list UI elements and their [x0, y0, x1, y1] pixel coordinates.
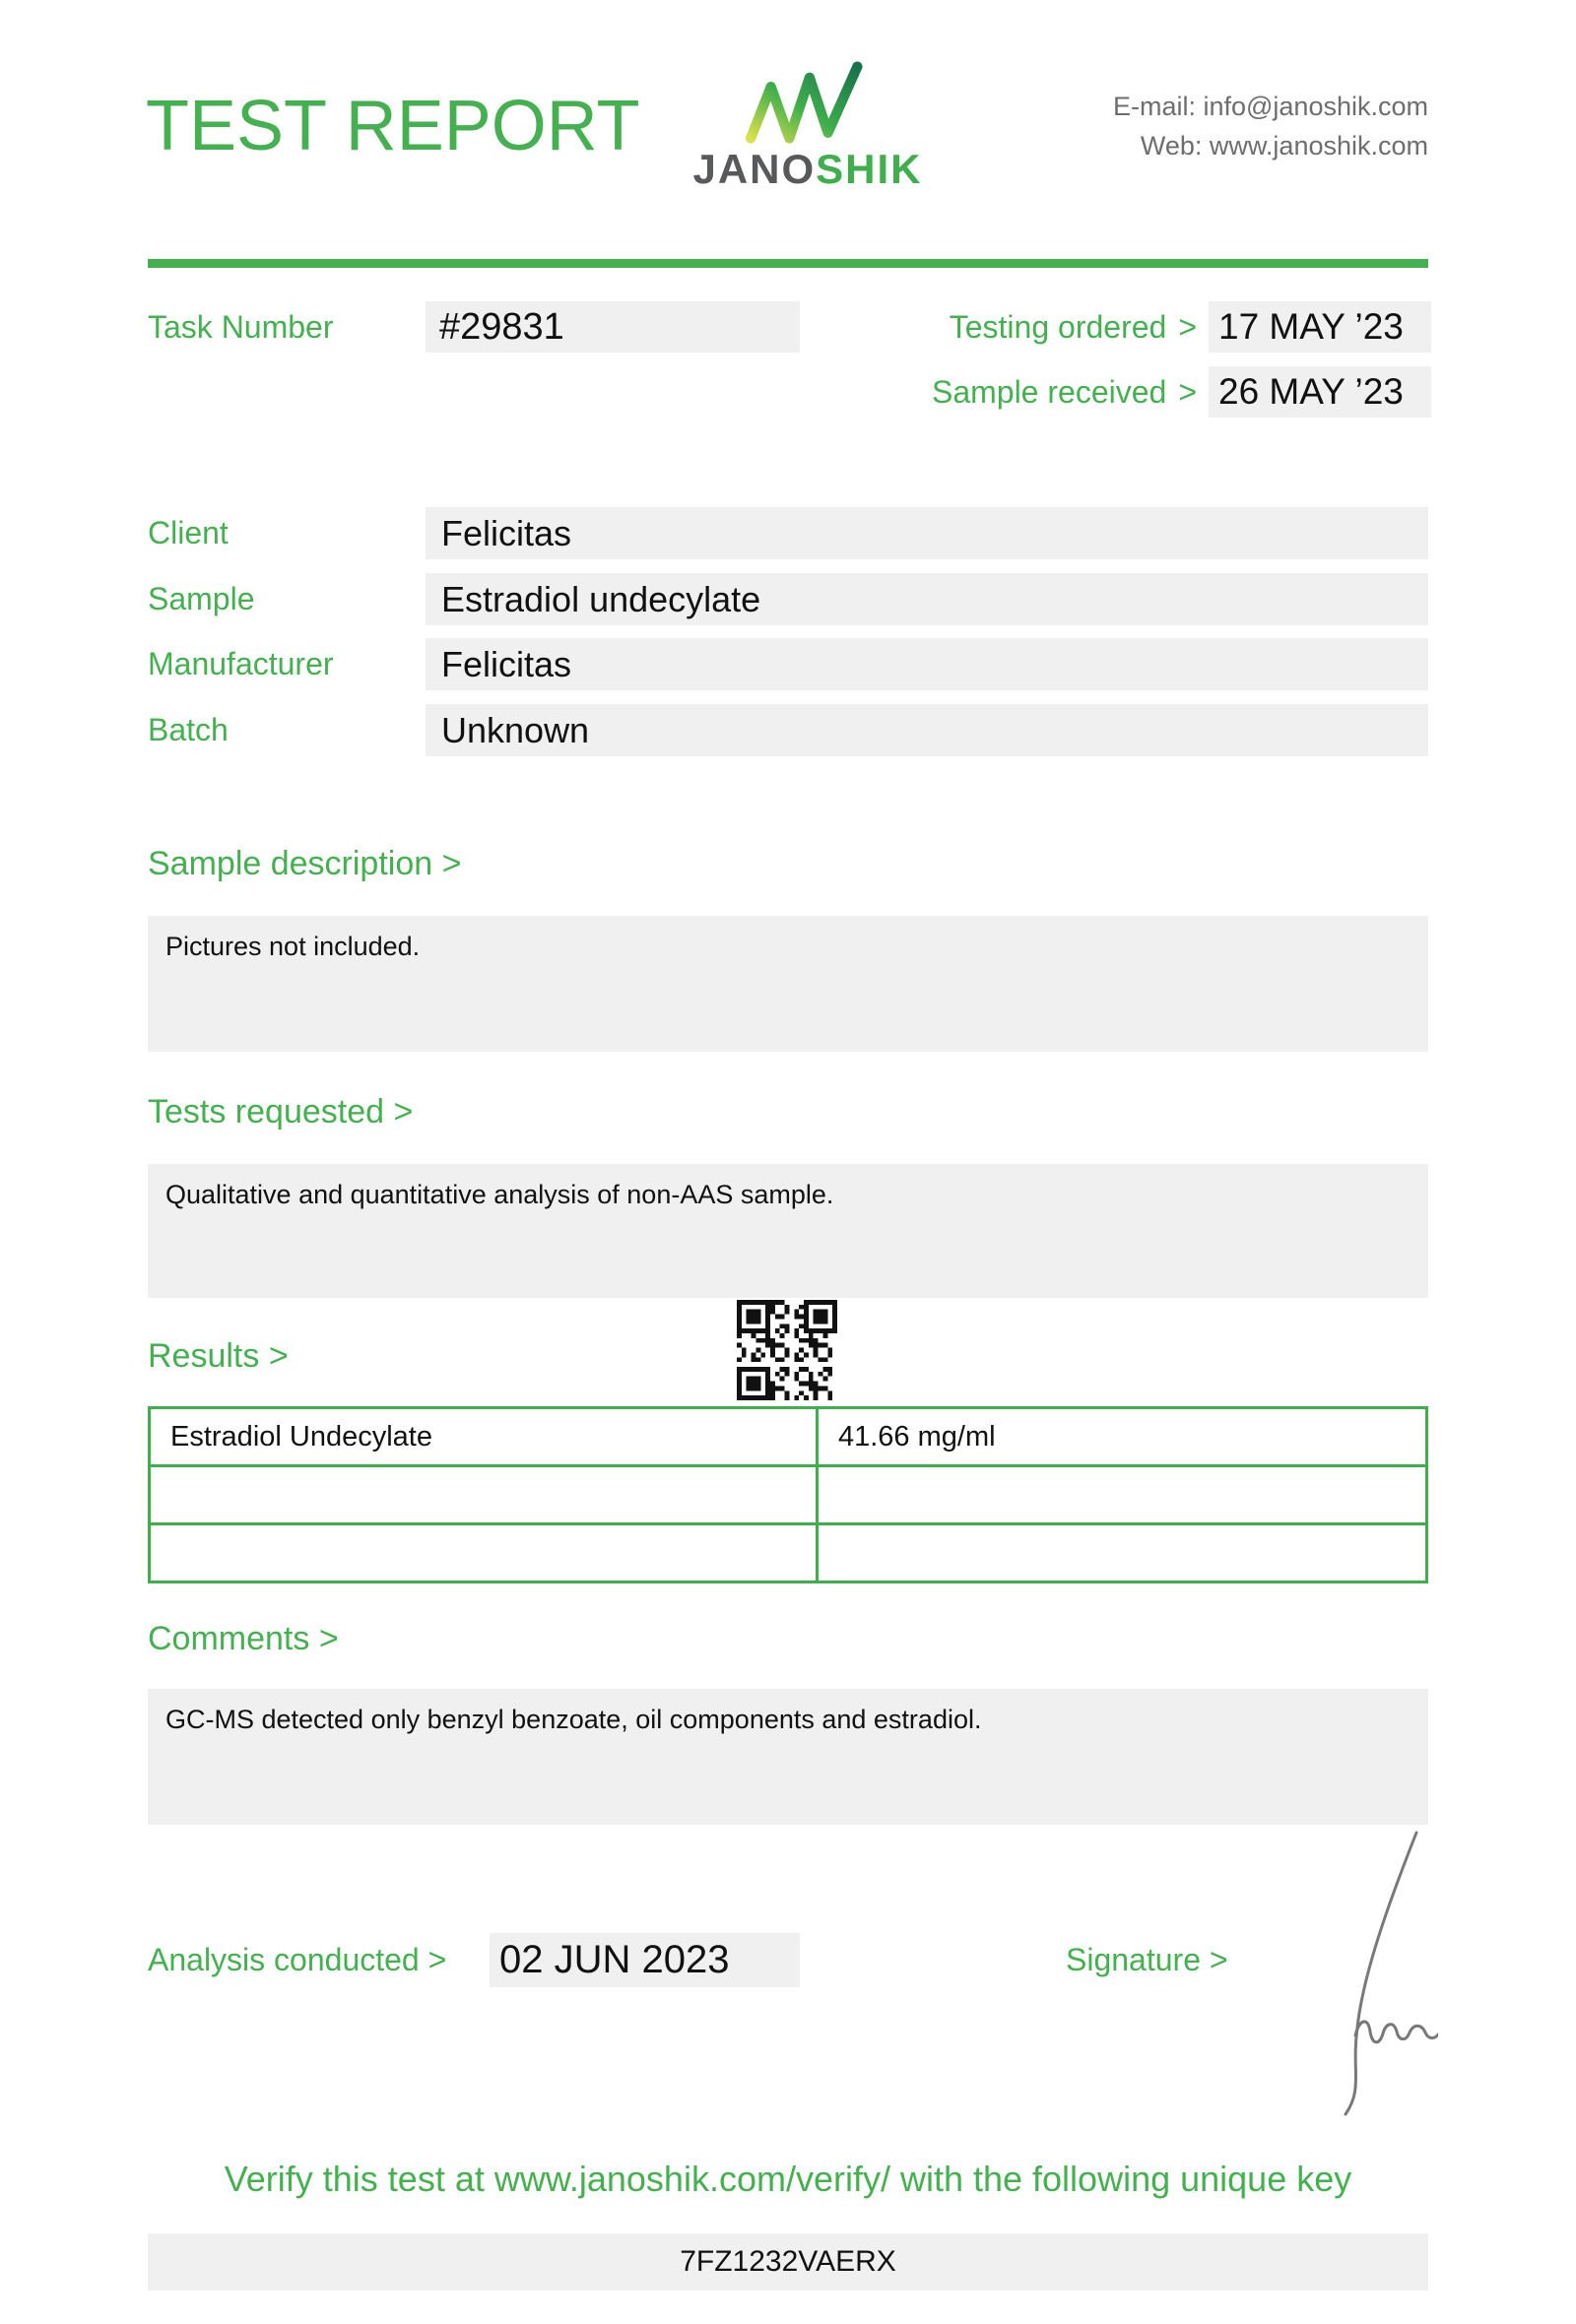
- growth-chart-icon: [741, 61, 875, 144]
- task-number-label: Task Number: [148, 308, 334, 345]
- results-heading: Results >: [148, 1337, 289, 1375]
- batch-row: [148, 704, 1428, 756]
- result-substance-cell: [150, 1524, 818, 1582]
- testing-ordered-value: 17 MAY ’23: [1209, 301, 1431, 353]
- header-divider: [148, 259, 1428, 268]
- sample-row: [148, 573, 1428, 625]
- manufacturer-label: Manufacturer: [148, 646, 334, 681]
- result-value-cell: [817, 1524, 1426, 1582]
- task-number-value: #29831: [426, 301, 800, 353]
- chevron-right-icon: >: [1178, 308, 1197, 345]
- sample-label: Sample: [148, 581, 255, 616]
- brand-logo: [680, 61, 936, 193]
- client-value: Felicitas: [426, 507, 1428, 559]
- sample-received-row: [886, 366, 1431, 418]
- qr-code: [737, 1300, 837, 1400]
- table-row: [150, 1408, 1427, 1466]
- page-title: TEST REPORT: [146, 87, 640, 165]
- signature-label: Signature >: [1066, 1942, 1228, 1977]
- batch-value: Unknown: [426, 704, 1428, 756]
- result-substance-cell: Estradiol Undecylate: [150, 1408, 818, 1466]
- comments-heading: Comments >: [148, 1620, 339, 1657]
- testing-ordered-row: [886, 301, 1431, 353]
- table-row: [150, 1524, 1427, 1582]
- sample-description-box: Pictures not included.: [148, 916, 1428, 1052]
- sample-received-label: Sample received: [931, 373, 1167, 410]
- testing-ordered-label: Testing ordered: [949, 308, 1167, 345]
- client-label: Client: [148, 515, 229, 550]
- sample-value: Estradiol undecylate: [426, 573, 1428, 625]
- chevron-right-icon: >: [1178, 373, 1197, 410]
- tests-requested-box: Qualitative and quantitative analysis of non-AAS sample.: [148, 1164, 1428, 1298]
- contact-web: Web: www.janoshik.com: [1140, 131, 1428, 161]
- sample-received-value: 26 MAY ’23: [1209, 366, 1431, 418]
- result-value-cell: 41.66 mg/ml: [817, 1408, 1426, 1466]
- manufacturer-value: Felicitas: [426, 638, 1428, 690]
- verify-instruction: Verify this test at www.janoshik.com/verify/ with the following unique key: [224, 2159, 1352, 2199]
- analysis-conducted-value: 02 JUN 2023: [490, 1933, 800, 1987]
- table-row: [150, 1466, 1427, 1524]
- contact-block: [1113, 87, 1428, 165]
- signature-image: [1261, 1827, 1438, 2122]
- tests-requested-heading: Tests requested >: [148, 1093, 414, 1130]
- analysis-conducted-label: Analysis conducted >: [148, 1942, 447, 1977]
- brand-wordmark-green: SHIK: [816, 146, 923, 192]
- brand-wordmark-gray: JANO: [692, 146, 817, 192]
- batch-label: Batch: [148, 712, 229, 747]
- sample-description-heading: Sample description >: [148, 845, 462, 882]
- brand-wordmark: [680, 146, 936, 193]
- result-value-cell: [817, 1466, 1426, 1524]
- client-row: [148, 507, 1428, 559]
- contact-email: E-mail: info@janoshik.com: [1112, 92, 1428, 121]
- results-table: [148, 1406, 1428, 1583]
- comments-box: GC-MS detected only benzyl benzoate, oil components and estradiol.: [148, 1689, 1428, 1825]
- verify-key: 7FZ1232VAERX: [148, 2233, 1428, 2291]
- result-substance-cell: [150, 1466, 818, 1524]
- manufacturer-row: [148, 638, 1428, 690]
